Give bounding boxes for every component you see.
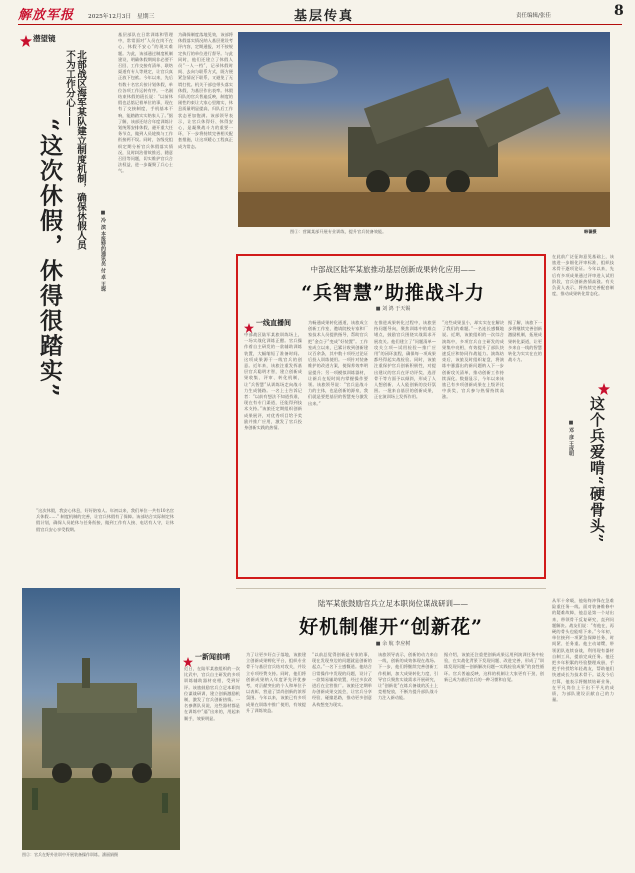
feature-body-col5: 据了解，该旅下一步将继续完善创新激励机制，拓展成果转化渠道，让更多来自一线的智慧转化为实实在在的战斗力。 [508,320,542,363]
star-icon [244,318,254,328]
bottom-rule [236,588,546,589]
right-byline: ■ 邓 彦 王成明 [568,420,574,457]
bottom-body-col2: 为了让更多好点子落地，该旅建立创新成果孵化平台，组织专业骨干与基层官兵结对攻关，并设立专项经费支持。同时，他们将创新成果纳入年度评先评优参考，对贡献突出的个人和单位予以表彰，营造了崇尚创新的浓厚氛围。今年以来，该旅已有多项成果在训练中推广使用，有效提升了训练效益。 [246,652,306,713]
column-kicker: 潜望镜 [33,34,56,43]
bottom-photo [22,588,180,850]
left-body-col1: 基层部队在日常训练和管理中，常常面对“人员在岗不在心、休假不安心”的现实难题。为此，该部通过制度机制建设，明确休假期间非必要不召回、工作交接有清单、联络渠道有专人等规定，让官兵真正放下包袱。今年以来，先后有数十名官兵按计划休假，单位各项工作运转有序。一名刚结束休假的班长说：“以前休假也总惦记着单位的事，现在有了交接制度，手机基本不响，能踏踏实实陪家人了。”据了解，该部还结合年度训练计划统筹安排休假，避开重大任务节点，做到人员轮换与工作衔接两不误。同时，各级党组织定期分析官兵休假落实情况，及时纠治借故推迟、随意召回等问题，切实维护官兵合法权益，进一步凝聚了兵心士气。 [118,32,173,174]
editor-credit: 责任编辑/张佳 [516,13,551,19]
left-body-quote: “这次休假，我安心休息，好好陪家人。年初以来，我们单位一共有10名官兵休假……” [36,508,174,520]
left-body-col2: 为确保制度落地见效，该部将休假落实情况纳入基层建设考评内容，定期通报，对不按规定执行的单位进行督导。与此同时，他们还建立了休假人员“一人一档”，记录休假时间、去向与联系方式，既方便紧急情况下联系，又避免了无谓打扰。机关干部也带头落实休假，为基层作出表率。休假归队的官兵普遍反映，制度的刚性约束让大家心里踏实，休息质量明显提高，归队后工作状态更加饱满。该部领导表示，让官兵休得好、休得安心，是凝聚战斗力的重要一环，下一步将持续完善相关配套措施，让这项暖心工程真正成为常态。 [178,32,233,149]
bottom-photo-caption: 图②：官兵在野外驻训中开展装备操作训练。潘丽娟摄 [22,852,118,857]
right-headline: 这个兵爱啃“硬骨头” [588,396,606,544]
left-byline: ■ 冷 滨 本报特约通讯员 付 卓 王琛 [100,210,106,292]
star-icon [20,32,32,44]
feature-body-col2: 为畅通成果转化通道，该旅成立创新工作室，邀请院校专家和厂家技术人员提供指导，帮助官兵把“金点子”变成“好装置”。工作室成立以来，已累计收到创新建议百余条，其中数十项经过论证后投入训练使用。一项针对装备维护的改进方案，使保养效率明显提升；另一项模拟训练器材，让新兵在短时间内掌握操作要领。该旅领导说：“官兵是战斗力的主体，也是创新的源泉，我们就是要把基层的智慧充分激发出来。” [308,320,368,406]
bottom-deck: 陆军某旅鼓励官兵立足本职岗位谋战研训—— [318,599,468,608]
bottom-subhead: 一新闻前哨 [195,652,230,661]
bottom-body-col1: 近日，在陆军某旅组织的一次比武中，官兵自主研发的多项训练辅助器材亮相，受到好评。该旅鼓励官兵立足本职岗位谋战研训，建立创新激励机制，激发了官兵创新热情。一名参赛队员说，这些器材都是在训练中“逼”出来的，用起来顺手，效果明显。 [184,666,240,721]
feature-body-col4: “这些成果虽小，却实实在在解决了我们的难题。”一名连长感慨地说。近期，该旅组织的一次综合演练中，多项官兵自主研发的成果集中亮相，有效提升了部队快速反应和协同作战能力。演练结束后，该旅及时组织复盘，将演练中暴露出的新问题纳入下一步创新攻关清单，推动创新工作持续深化。数据显示，今年以来该旅已有多项创新成果在上级评比中获奖，官兵参与热情持续高涨。 [442,320,504,400]
header-rule [18,24,622,25]
top-photo-caption: 图①：营属某部开展专业训练，提升官兵装备效能。 [290,229,387,234]
section-title: 基层传真 [294,9,355,24]
left-body-tail: “这次休假，我安心休息，好好陪家人。年初以来，我们单位一共有10名官兵休假……” 制度机制的完善，让官兵休假有了保障。该部结合实际制定休假计划，确保人员轮休与任务衔接，做到工作有人接、电话有人守，让休假官兵安心享受假期。 [36,508,174,532]
masthead: 解放军报 [18,8,75,23]
feature-headline: “兵智慧”助推战斗力 [301,282,485,304]
feature-body-col1: 中部战区陆军某旅训练场上，一场实战化训练正酣。官兵操作着自主研发的一款辅助训练装置，大幅缩短了准备时间。这项成果源于一线官兵的创意。近年来，该旅注重发挥基层官兵聪明才智，建立创新成果收集、评审、转化机制，让“兵智慧”从训练场走向战斗力生成链路。一名上士告诉记者：“以前有想法不知道找谁，现在有专门渠道，还能得到技术支持。”该旅还定期组织创新成果展评，对优秀项目给予奖励并推广应用，激发了官兵投身创新实践的热情。 [244,332,302,431]
star-icon [183,652,193,662]
bottom-byline: ■ 余 航 李应树 [375,641,411,647]
star-icon [598,380,610,392]
left-deck: 北部战区海军某队建立制度机制，确保休假人员不为工作分心—— [64,50,86,250]
top-photo [238,32,610,227]
bottom-body-col3: “以前总觉得创新是专家的事，现在发现身边的问题就是创新的起点。”一名下士感慨道。他结合日常操作中发现的问题，设计了一款简易辅助装置，经过多次改进后在全营推广。该旅还定期举办创新成果交流会，让官兵分享经验、碰撞思路，推动更多创意从构想变为现实。 [312,652,372,707]
feature-subhead: 一线直播间 [256,318,291,327]
left-headline: “这次休假，休得很踏实” [36,118,63,399]
feature-body-col3: 在推进成果转化过程中，该旅坚持问题导向，聚焦训练中的难点堵点，鼓励官兵围绕实战需求开展攻关。他们建立了“问题清单—攻关立项—试用检验—推广应用”的闭环流程，确保每一项成果都经得起实战检验。同时，该旅注重保护官兵创新积极性，对提出建议的官兵在评功评奖、选晋骨干等方面予以倾斜，形成了人人想创新、人人能创新的良好氛围。一批来自基层的创新成果，正在演训场上发挥作用。 [374,320,436,400]
issue-date: 2025年12月3日 星期三 [88,14,155,20]
feature-byline: ■ 刘 鸿 于天锡 [375,306,411,312]
bottom-body-col5: 据介绍，该旅还注重把创新成果运用到演训任务中检验，在实战化背景下发现问题、改进完善，形成了“训练发现问题—创新解决问题—实践检验成果”的良性循环。官兵普遍反映，这样的机制让大家更有干劲，创新已成为基层官兵的一种习惯和自觉。 [444,652,544,682]
right-body-top: 在此前广泛征询意见基础上，该旅进一步细化评审标准，组织技术骨干逐项论证。今年以来，先后有多项成果通过评审进入试用阶段，官兵创新热情高涨。有关负责人表示，将持续完善配套制度，推动成果转化常态化。 [552,254,614,297]
top-photo-credit: 韩蕃摄 [584,229,597,234]
bottom-headline: 好机制催开“创新花” [299,616,483,638]
feature-deck: 中部战区陆军某旅推动基层创新成果转化应用—— [310,265,476,274]
page-number: 8 [614,3,624,19]
right-body-bottom: 从军十余载，他始终冲锋在急难险重任务一线。面对装备维修中的疑难故障，他总是第一个站出来，带领骨干反复研究，直到问题解决。战友们说：“有他在，再硬的骨头也能啃下来。”今年初，单位接到一项紧急保障任务，时间紧、任务重。他主动请缨，带领团队连续奋战，利用现有器材自制工具，提前完成任务。他还把多年积累的经验整理成册，手把手传授给年轻战友，帮助他们快速成长为技术骨干。谈及今后打算，他表示将继续钻研业务，在平凡岗位上干出不平凡的成绩，为部队建设贡献自己的力量。 [552,598,614,703]
bottom-body-col4: 该旅领导表示，创新的动力来自一线，创新的成效体现在战场。下一步，他们将继续完善创新工作机制，加大成果转化力度，引导官兵聚焦实战需求开展研究，让“创新花”在练兵备战的沃土上竞相绽放，不断为提升部队战斗力注入新动能。 [378,652,438,701]
